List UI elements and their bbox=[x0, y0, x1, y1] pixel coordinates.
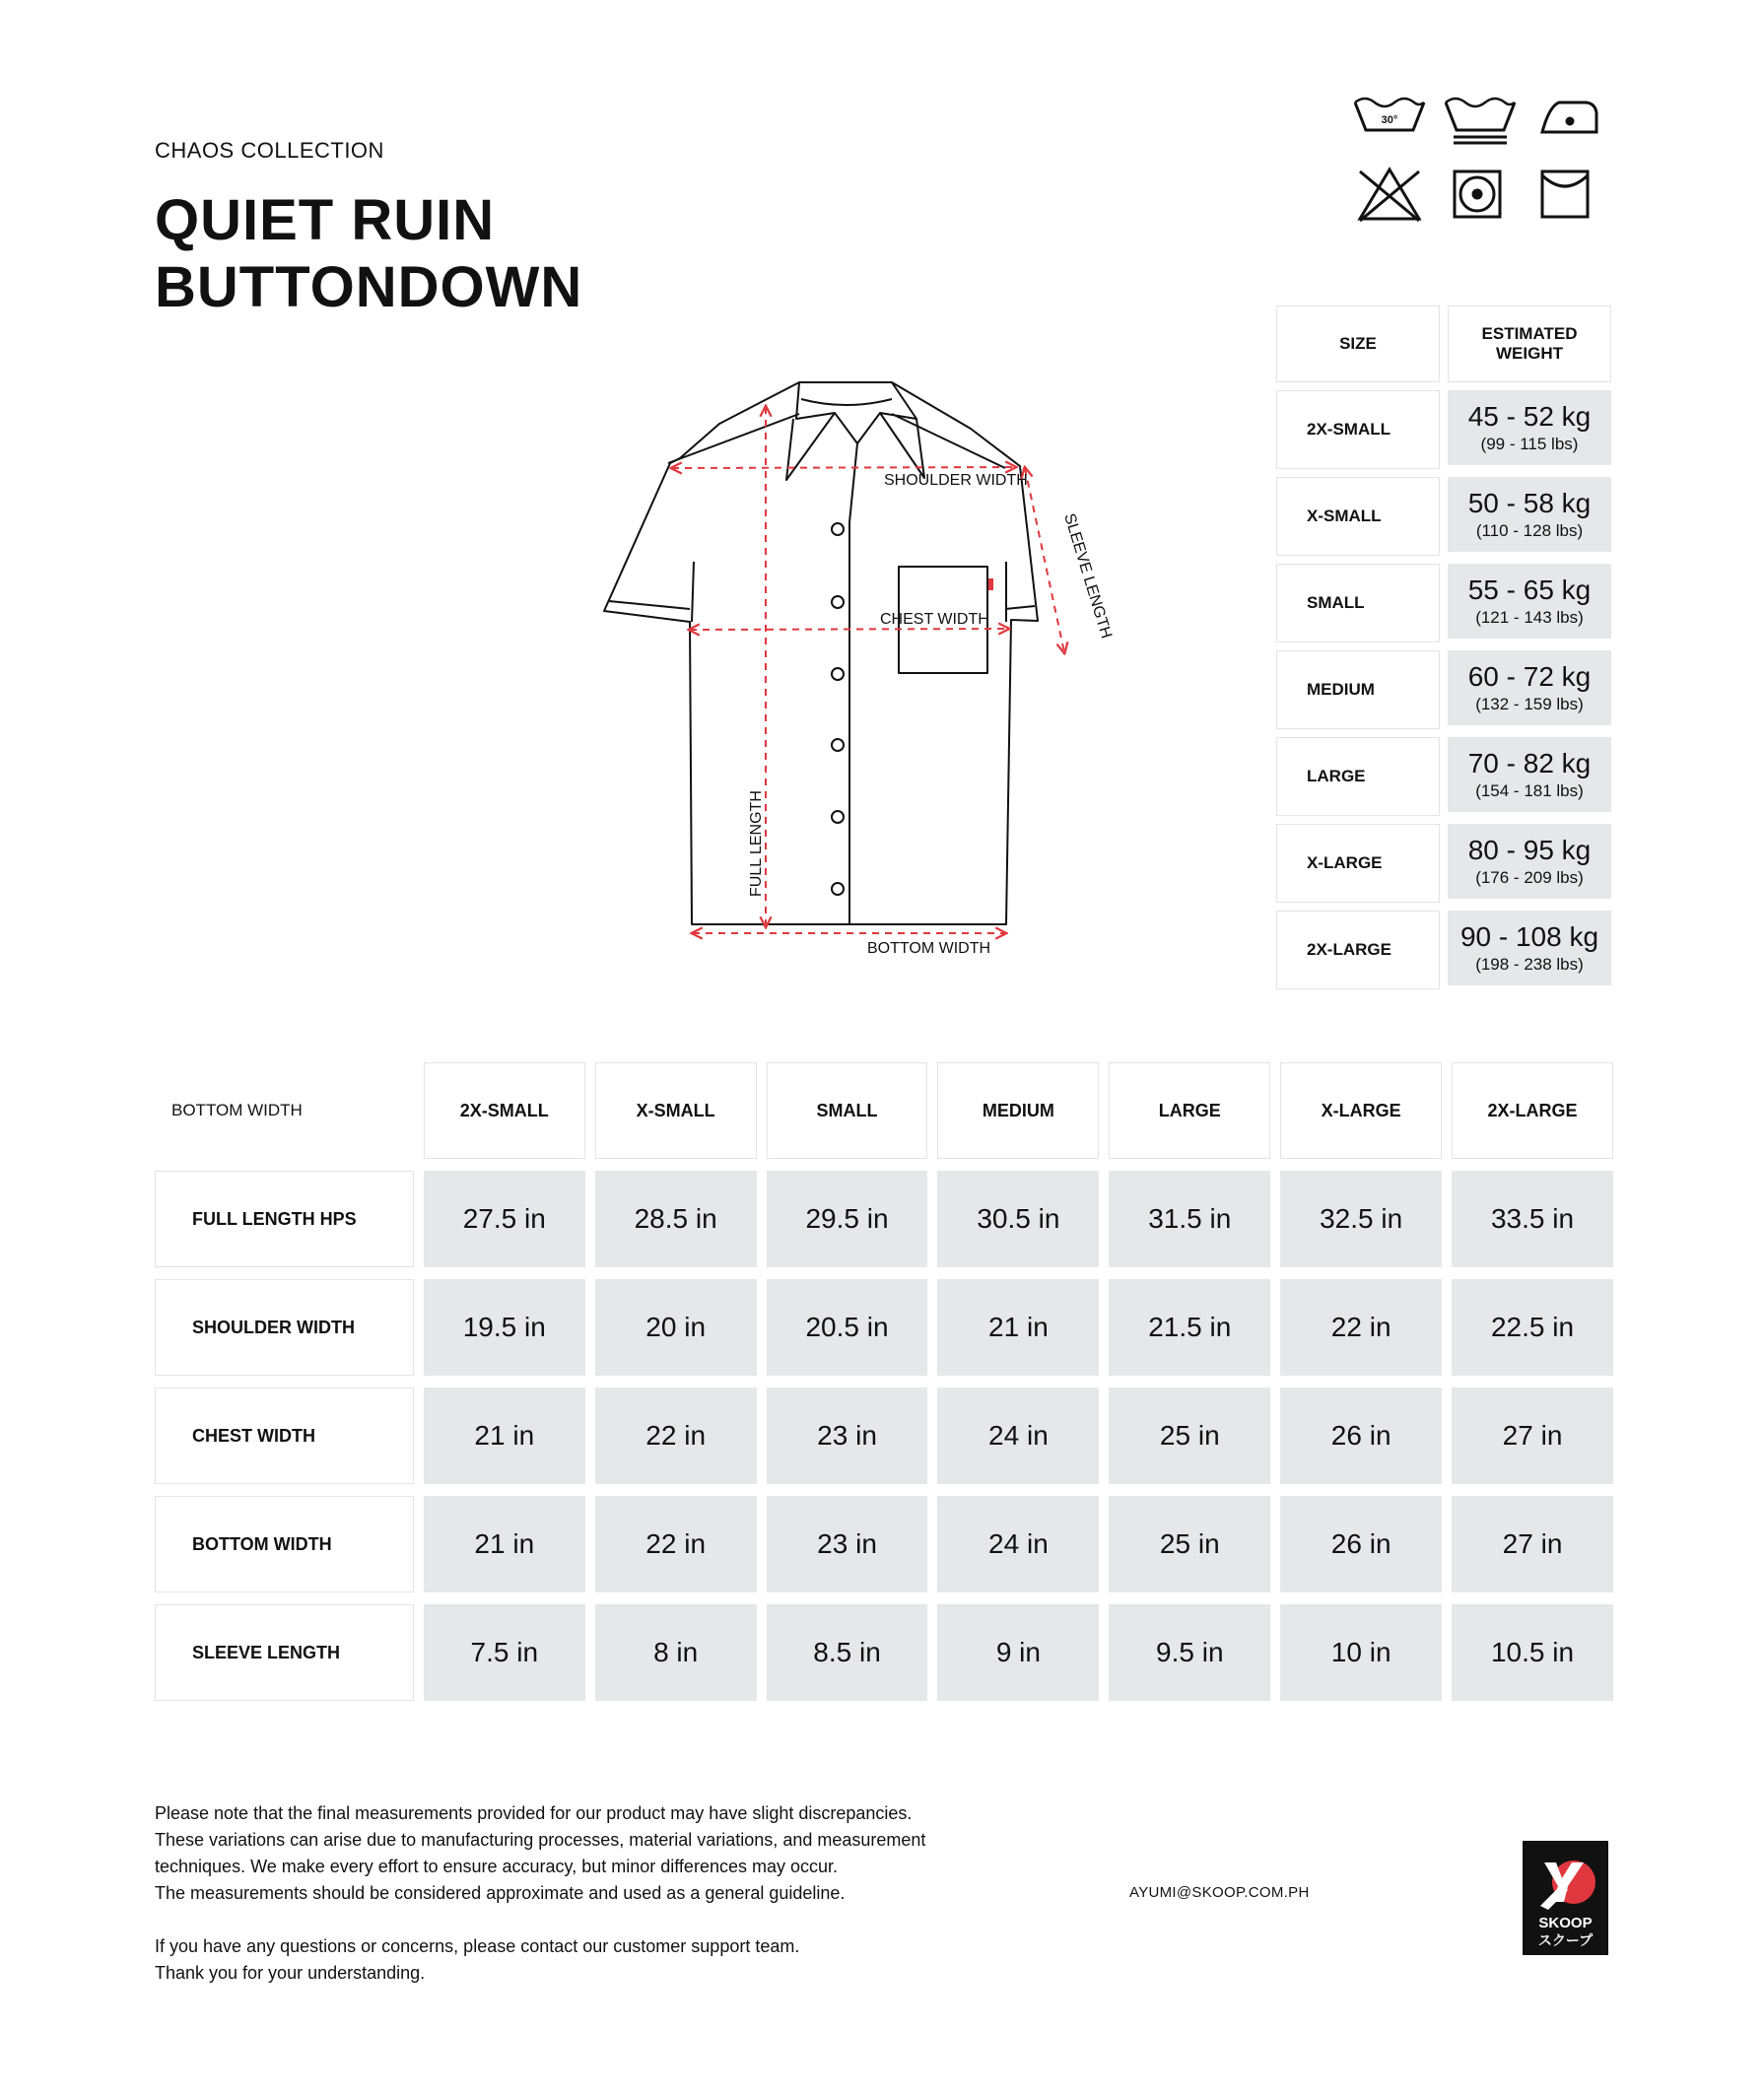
skoop-logo bbox=[1523, 1841, 1608, 1955]
bottom-width-label: BOTTOM WIDTH bbox=[867, 940, 991, 957]
weight-kg: 50 - 58 kg bbox=[1467, 488, 1592, 518]
size-column-header: 2X-SMALL bbox=[424, 1062, 585, 1159]
weight-lbs: (99 - 115 lbs) bbox=[1480, 435, 1579, 453]
measurement-header-row bbox=[155, 1062, 1613, 1159]
weight-kg: 60 - 72 kg bbox=[1467, 661, 1592, 692]
weight-row bbox=[1276, 737, 1611, 816]
line-dry-icon bbox=[1542, 171, 1588, 217]
row-label: SHOULDER WIDTH bbox=[155, 1279, 414, 1376]
weight-size-label: 2X-SMALL bbox=[1276, 390, 1440, 469]
full-length-label: FULL LENGTH bbox=[748, 790, 765, 897]
disclaimer bbox=[155, 1800, 1160, 1987]
weight-row bbox=[1276, 650, 1611, 729]
measurement-cell: 21.5 in bbox=[1109, 1279, 1270, 1376]
weight-kg: 90 - 108 kg bbox=[1459, 921, 1599, 952]
weight-lbs: (121 - 143 lbs) bbox=[1475, 608, 1584, 627]
measurement-cell: 21 in bbox=[424, 1387, 585, 1484]
measurement-cell: 20 in bbox=[595, 1279, 757, 1376]
measurement-row bbox=[155, 1496, 1613, 1592]
weight-lbs: (132 - 159 lbs) bbox=[1475, 695, 1584, 713]
size-column-header: X-LARGE bbox=[1280, 1062, 1442, 1159]
care-icons bbox=[1352, 91, 1618, 229]
measurement-cell: 22 in bbox=[595, 1387, 757, 1484]
weight-value bbox=[1448, 564, 1611, 639]
measurement-cell: 9 in bbox=[937, 1604, 1099, 1701]
measurement-cell: 21 in bbox=[937, 1279, 1099, 1376]
weight-row bbox=[1276, 911, 1611, 989]
weight-value bbox=[1448, 390, 1611, 465]
shoulder-width-label: SHOULDER WIDTH bbox=[884, 472, 1028, 489]
table-corner-label: BOTTOM WIDTH bbox=[171, 1101, 303, 1119]
measurement-cell: 8.5 in bbox=[767, 1604, 928, 1701]
measurement-row bbox=[155, 1171, 1613, 1267]
weight-size-label: MEDIUM bbox=[1276, 650, 1440, 729]
measurement-cell: 7.5 in bbox=[424, 1604, 585, 1701]
row-label: SLEEVE LENGTH bbox=[155, 1604, 414, 1701]
measurement-cell: 27 in bbox=[1452, 1496, 1613, 1592]
measurement-cell: 23 in bbox=[767, 1496, 928, 1592]
weight-kg: 70 - 82 kg bbox=[1467, 748, 1592, 778]
weight-size-label: 2X-LARGE bbox=[1276, 911, 1440, 989]
weight-size-label: SMALL bbox=[1276, 564, 1440, 643]
measurement-cell: 27.5 in bbox=[424, 1171, 585, 1267]
collection-label: CHAOS COLLECTION bbox=[155, 138, 384, 163]
weight-table bbox=[1276, 305, 1611, 997]
measurement-cell: 28.5 in bbox=[595, 1171, 757, 1267]
logo-wordmark: SKOOP bbox=[1538, 1915, 1593, 1931]
tumble-dry-icon bbox=[1455, 171, 1500, 217]
disclaimer-line: The measurements should be considered approximate and used as a general guideline. bbox=[155, 1883, 846, 1903]
measurement-cell: 25 in bbox=[1109, 1496, 1270, 1592]
wash-30-icon bbox=[1355, 99, 1424, 130]
measurement-cell: 29.5 in bbox=[767, 1171, 928, 1267]
weight-lbs: (176 - 209 lbs) bbox=[1475, 868, 1584, 887]
weight-value bbox=[1448, 911, 1611, 985]
measurement-table bbox=[155, 1062, 1613, 1713]
measurement-cell: 26 in bbox=[1280, 1387, 1442, 1484]
weight-row bbox=[1276, 390, 1611, 469]
size-column-header: X-SMALL bbox=[595, 1062, 757, 1159]
size-column-header: MEDIUM bbox=[937, 1062, 1099, 1159]
measurement-cell: 25 in bbox=[1109, 1387, 1270, 1484]
title-line-1: QUIET RUIN bbox=[155, 188, 496, 252]
weight-header bbox=[1448, 305, 1611, 382]
measurement-cell: 33.5 in bbox=[1452, 1171, 1613, 1267]
weight-size-label: X-SMALL bbox=[1276, 477, 1440, 556]
row-label: FULL LENGTH HPS bbox=[155, 1171, 414, 1267]
measurement-cell: 8 in bbox=[595, 1604, 757, 1701]
weight-row bbox=[1276, 824, 1611, 903]
weight-kg: 55 - 65 kg bbox=[1467, 575, 1592, 605]
logo-katakana: スクープ bbox=[1537, 1932, 1594, 1948]
weight-size-label: X-LARGE bbox=[1276, 824, 1440, 903]
weight-size-label: LARGE bbox=[1276, 737, 1440, 816]
shirt-outline bbox=[604, 382, 1038, 924]
shoulder-width-guide bbox=[672, 467, 1015, 468]
shirt-diagram bbox=[591, 370, 1143, 961]
weight-header-line-1: ESTIMATED bbox=[1481, 324, 1578, 343]
measurement-cell: 10 in bbox=[1280, 1604, 1442, 1701]
measurement-row bbox=[155, 1279, 1613, 1376]
iron-low-icon bbox=[1542, 102, 1596, 132]
measurement-cell: 23 in bbox=[767, 1387, 928, 1484]
measurement-cell: 31.5 in bbox=[1109, 1171, 1270, 1267]
title-line-2: BUTTONDOWN bbox=[155, 255, 583, 319]
size-column-header: SMALL bbox=[767, 1062, 928, 1159]
pocket-tag bbox=[988, 578, 993, 590]
measurement-cell: 22 in bbox=[1280, 1279, 1442, 1376]
weight-value bbox=[1448, 737, 1611, 812]
size-column-header: LARGE bbox=[1109, 1062, 1270, 1159]
row-label: BOTTOM WIDTH bbox=[155, 1496, 414, 1592]
disclaimer-line: techniques. We make every effort to ensure accuracy, but minor differences may occur. bbox=[155, 1857, 838, 1876]
weight-row bbox=[1276, 477, 1611, 556]
row-label: CHEST WIDTH bbox=[155, 1387, 414, 1484]
measurement-cell: 21 in bbox=[424, 1496, 585, 1592]
page-title bbox=[155, 187, 845, 321]
measurement-row bbox=[155, 1387, 1613, 1484]
gentle-wash-icon bbox=[1446, 99, 1515, 143]
measurement-row bbox=[155, 1604, 1613, 1701]
disclaimer-line: Thank you for your understanding. bbox=[155, 1963, 426, 1983]
measurement-cell: 10.5 in bbox=[1452, 1604, 1613, 1701]
measurement-cell: 22.5 in bbox=[1452, 1279, 1613, 1376]
sleeve-length-label: SLEEVE LENGTH bbox=[1060, 511, 1115, 642]
measurement-cell: 22 in bbox=[595, 1496, 757, 1592]
measurement-cell: 27 in bbox=[1452, 1387, 1613, 1484]
do-not-bleach-icon bbox=[1360, 169, 1419, 221]
weight-lbs: (110 - 128 lbs) bbox=[1475, 521, 1584, 540]
measurement-cell: 26 in bbox=[1280, 1496, 1442, 1592]
chest-width-guide bbox=[690, 629, 1008, 630]
measurement-cell: 24 in bbox=[937, 1496, 1099, 1592]
size-header: SIZE bbox=[1276, 305, 1440, 382]
svg-text:30°: 30° bbox=[1381, 114, 1398, 126]
disclaimer-line: If you have any questions or concerns, please contact our customer support team. bbox=[155, 1936, 800, 1956]
measurement-cell: 9.5 in bbox=[1109, 1604, 1270, 1701]
contact-email[interactable]: AYUMI@SKOOP.COM.PH bbox=[1129, 1884, 1310, 1901]
measurement-cell: 19.5 in bbox=[424, 1279, 585, 1376]
weight-value bbox=[1448, 824, 1611, 899]
measurement-cell: 20.5 in bbox=[767, 1279, 928, 1376]
weight-row bbox=[1276, 564, 1611, 643]
weight-table-header bbox=[1276, 305, 1611, 382]
weight-kg: 45 - 52 kg bbox=[1467, 401, 1592, 432]
measurement-cell: 24 in bbox=[937, 1387, 1099, 1484]
weight-value bbox=[1448, 650, 1611, 725]
disclaimer-line: These variations can arise due to manufacturing processes, material variations, and measurement bbox=[155, 1830, 926, 1850]
disclaimer-line: Please note that the final measurements provided for our product may have slight discrepancies. bbox=[155, 1803, 913, 1823]
chest-width-label: CHEST WIDTH bbox=[880, 611, 989, 628]
weight-kg: 80 - 95 kg bbox=[1467, 835, 1592, 865]
measurement-cell: 30.5 in bbox=[937, 1171, 1099, 1267]
weight-lbs: (154 - 181 lbs) bbox=[1475, 781, 1584, 800]
measurement-cell: 32.5 in bbox=[1280, 1171, 1442, 1267]
weight-value bbox=[1448, 477, 1611, 552]
shirt-buttons bbox=[832, 523, 844, 895]
weight-header-line-2: WEIGHT bbox=[1496, 344, 1563, 363]
size-column-header: 2X-LARGE bbox=[1452, 1062, 1613, 1159]
weight-lbs: (198 - 238 lbs) bbox=[1475, 955, 1584, 974]
